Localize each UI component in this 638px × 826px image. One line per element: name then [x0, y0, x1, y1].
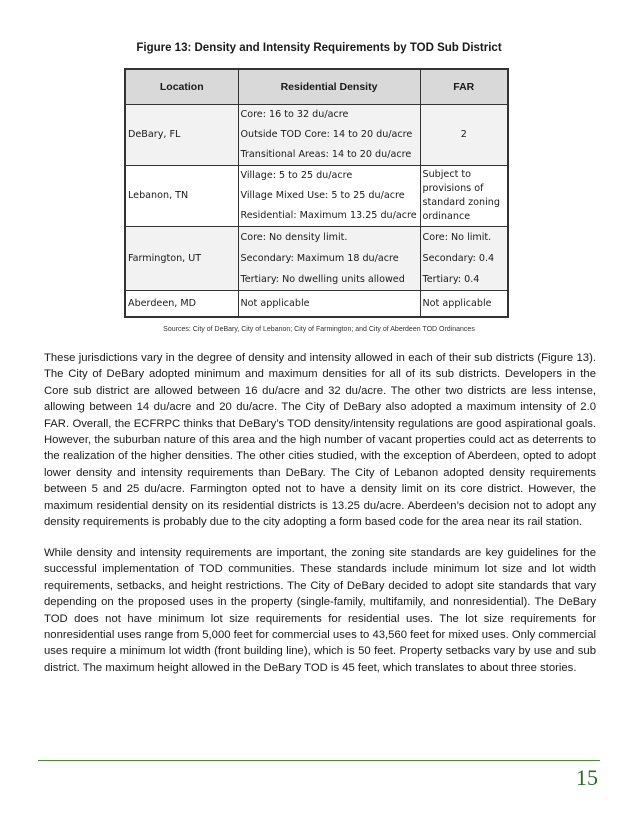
far-line: provisions of: [422, 183, 484, 194]
footer-divider: [38, 760, 600, 761]
far-line: Tertiary: 0.4: [422, 274, 480, 285]
figure-caption: Figure 13: Density and Intensity Requirements by TOD Sub District: [136, 42, 502, 54]
density-line: Village: 5 to 25 du/acre: [240, 170, 353, 181]
density-line: Residential: Maximum 13.25 du/acre: [240, 210, 417, 221]
density-line: Tertiary: No dwelling units allowed: [240, 274, 405, 285]
density-intensity-table: [124, 68, 509, 318]
far-cell: [420, 227, 508, 291]
column-header-location: Location: [125, 69, 238, 105]
body-paragraph: These jurisdictions vary in the degree of density and intensity allowed in each of their sub districts (Figure 13). The City of DeBary adopted minimum and maximum densities for all of its sub districts. Developers in the Core sub district are allowed between 16 du/acre and 32 du/acre. The other two districts are less intense, allowing between 14 du/acre and 20 du/acre. The City of DeBary also adopted a maximum intensity of 2.0 FAR. Overall, the ECFRPC thinks that DeBary’s TOD density/intensity regulations are good aspirational goals. However, the suburban nature of this area and the high number of vacant properties could act as deterrents to the realization of the higher densities. The other cities studied, with the exception of Aberdeen, opted to adopt lower density and intensity requirements than DeBary. The City of Lebanon adopted density requirements between 5 and 25 du/acre. Farmington opted not to have a density limit on its core district. However, the maximum residential density on its residential districts is 13.25 du/acre. Aberdeen’s decision not to adopt any density requirements is probably due to the city adopting a form based code for the area near its rail station.: [44, 352, 596, 529]
location-cell: DeBary, FL: [125, 105, 238, 166]
table-header-row: [125, 69, 508, 105]
table-row: [125, 105, 508, 166]
table-row: [125, 291, 508, 318]
density-line: Core: No density limit.: [240, 232, 348, 243]
location-cell: Lebanon, TN: [125, 166, 238, 227]
location-cell: Aberdeen, MD: [125, 291, 238, 318]
far-line: Core: No limit.: [422, 232, 492, 243]
density-line: Secondary: Maximum 18 du/acre: [240, 253, 399, 264]
density-line: Outside TOD Core: 14 to 20 du/acre: [240, 129, 413, 140]
far-line: ordinance: [422, 211, 471, 222]
column-header-far: FAR: [420, 69, 508, 105]
density-line: Core: 16 to 32 du/acre: [240, 109, 349, 120]
far-cell: Not applicable: [420, 291, 508, 318]
density-cell: Not applicable: [238, 291, 420, 318]
density-cell: [238, 166, 420, 227]
far-line: Secondary: 0.4: [422, 253, 495, 264]
far-line: standard zoning: [422, 197, 500, 208]
density-line: Village Mixed Use: 5 to 25 du/acre: [240, 190, 405, 201]
table-row: [125, 227, 508, 291]
far-cell: 2: [420, 105, 508, 166]
density-line: Transitional Areas: 14 to 20 du/acre: [240, 149, 412, 160]
body-paragraph: While density and intensity requirements are important, the zoning site standards are key guidelines for the successful implementation of TOD communities. These standards include minimum lot size and lot width requirements, setbacks, and height restrictions. The City of DeBary decided to adopt site standards that vary depending on the proposed uses in the property (single-family, multifamily, and nonresidential). The DeBary TOD does not have minimum lot size requirements for residential uses. The lot size requirements for nonresidential uses range from 5,000 feet for commercial uses to 43,560 feet for mixed uses. Only commercial uses require a minimum lot width (front building line), which is 50 feet. Property setbacks vary by use and sub district. The maximum height allowed in the DeBary TOD is 45 feet, which translates to about three stories.: [44, 547, 596, 674]
far-cell: [420, 166, 508, 227]
density-cell: [238, 105, 420, 166]
table-row: [125, 166, 508, 227]
location-cell: Farmington, UT: [125, 227, 238, 291]
far-line: Subject to: [422, 169, 472, 180]
column-header-residential-density: Residential Density: [238, 69, 420, 105]
table-sources-note: Sources: City of DeBary, City of Lebanon; City of Farmington; and City of Aberdeen TOD Ordinances: [163, 326, 475, 333]
page-number: 15: [576, 765, 598, 790]
density-cell: [238, 227, 420, 291]
